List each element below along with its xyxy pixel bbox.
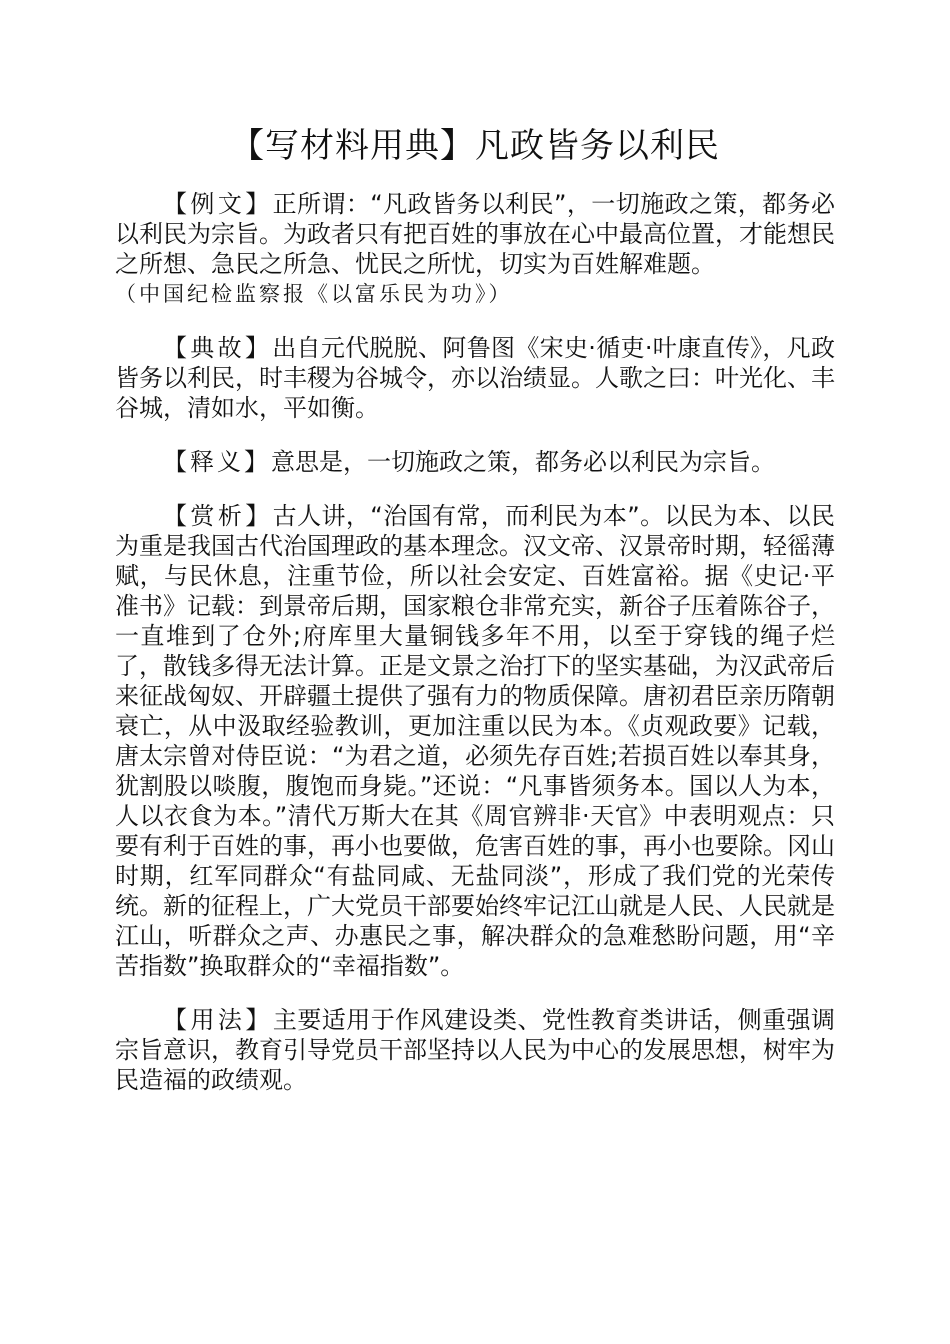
usage-label: 【用法】	[163, 1006, 273, 1034]
usage-text: 主要适用于作风建设类、党性教育类讲话，侧重强调宗旨意识，教育引导党员干部坚持以人民为中心的发展思想，树牢为民造福的政绩观。	[115, 1006, 836, 1094]
usage-paragraph	[115, 1005, 835, 1095]
example-source: （中国纪检监察报《以富乐民为功》）	[115, 282, 513, 306]
example-paragraph	[115, 189, 835, 309]
example-label: 【例文】	[163, 190, 273, 218]
meaning-label: 【释义】	[163, 448, 271, 476]
document-page	[115, 118, 835, 1119]
appreciation-label: 【赏析】	[163, 502, 273, 530]
meaning-paragraph	[115, 447, 835, 477]
allusion-text: 出自元代脱脱、阿鲁图《宋史·循吏·叶康直传》，凡政皆务以利民，时丰稷为谷城令，亦以治绩显。人歌之曰：叶光化、丰谷城，清如水，平如衡。	[115, 334, 835, 422]
document-title: 【写材料用典】凡政皆务以利民	[230, 126, 720, 166]
appreciation-text: 古人讲，“治国有常，而利民为本”。以民为本、以民为重是我国古代治国理政的基本理念。汉文帝、汉景帝时期，轻徭薄赋，与民休息，注重节俭，所以社会安定、百姓富裕。据《史记·平准书》记载：到景帝后期，国家粮仓非常充实，新谷子压着陈谷子，一直堆到了仓外;府库里大量铜钱多年不用，以至于穿钱的绳子烂了，散钱多得无法计算。正是文景之治打下的坚实基础，为汉武帝后来征战匈奴、开辟疆土提供了强有力的物质保障。唐初君臣亲历隋朝衰亡，从中汲取经验教训，更加注重以民为本。《贞观政要》记载，唐太宗曾对侍臣说：“为君之道，必须先存百姓;若损百姓以奉其身，犹割股以啖腹，腹饱而身毙。”还说：“凡事皆须务本。国以人为本，人以衣食为本。”清代万斯大在其《周官辨非·天官》中表明观点：只要有利于百姓的事，再小也要做，危害百姓的事，再小也要除。冈山时期，红军同群众“有盐同咸、无盐同淡”，形成了我们党的光荣传统。新的征程上，广大党员干部要始终牢记江山就是人民、人民就是江山，听群众之声、办惠民之事，解决群众的急难愁盼问题，用“辛苦指数”换取群众的“幸福指数”。	[115, 502, 835, 980]
appreciation-paragraph	[115, 501, 835, 981]
example-text: 正所谓：“凡政皆务以利民”，一切施政之策，都务必以利民为宗旨。为政者只有把百姓的事放在心中最高位置，才能想民之所想、急民之所急、忧民之所忧，切实为百姓解难题。	[115, 190, 835, 278]
allusion-paragraph	[115, 333, 835, 423]
allusion-label: 【典故】	[163, 334, 273, 362]
meaning-text: 意思是，一切施政之策，都务必以利民为宗旨。	[271, 448, 775, 476]
